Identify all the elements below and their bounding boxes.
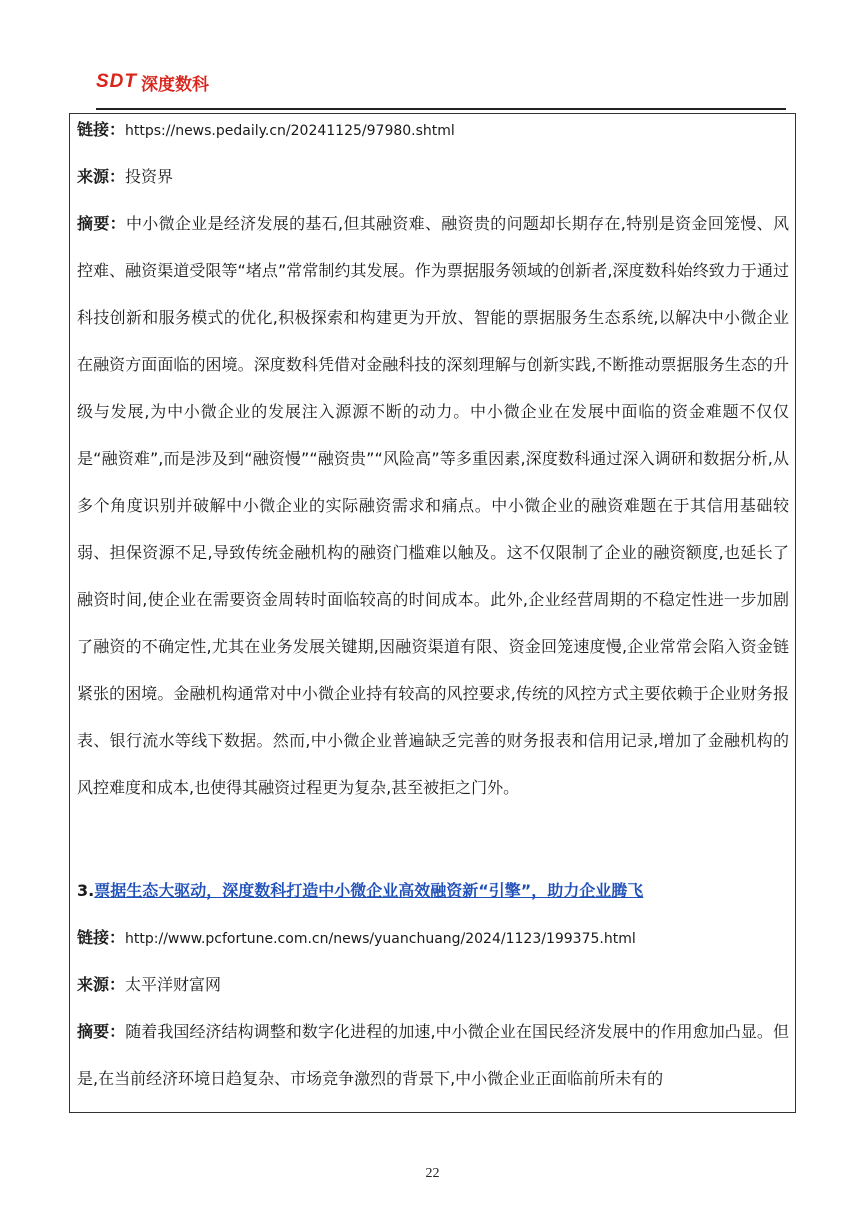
item-2-link[interactable]: http://www.pcfortune.com.cn/news/yuanchuang/2024/1123/199375.html bbox=[125, 931, 636, 947]
item-2-summary bbox=[77, 1008, 789, 1102]
item-1-summary-text: 中小微企业是经济发展的基石,但其融资难、融资贵的问题却长期存在,特别是资金回笼慢、风控难、融资渠道受限等“堵点”常常制约其发展。作为票据服务领域的创新者,深度数科始终致力于通过科技创新和服务模式的优化,积极探索和构建更为开放、智能的票据服务生态系统,以解决中小微企业在融资方面面临的困境。深度数科凭借对金融科技的深刻理解与创新实践,不断推动票据服务生态的升级与发展,为中小微企业的发展注入源源不断的动力。中小微企业在发展中面临的资金难题不仅仅是“融资难”,而是涉及到“融资慢”“融资贵”“风险高”等多重因素,深度数科通过深入调研和数据分析,从多个角度识别并破解中小微企业的实际融资需求和痛点。中小微企业的融资难题在于其信用基础较弱、担保资源不足,导致传统金融机构的融资门槛难以触及。这不仅限制了企业的融资额度,也延长了融资时间,使企业在需要资金周转时面临较高的时间成本。此外,企业经营周期的不稳定性进一步加剧了融资的不确定性,尤其在业务发展关键期,因融资渠道有限、资金回笼速度慢,企业常常会陷入资金链紧张的困境。金融机构通常对中小微企业持有较高的风控要求,传统的风控方式主要依赖于企业财务报表、银行流水等线下数据。然而,中小微企业普遍缺乏完善的财务报表和信用记录,增加了金融机构的风控难度和成本,也使得其融资过程更为复杂,甚至被拒之门外。 bbox=[77, 214, 789, 797]
item-1-source: 投资界 bbox=[125, 167, 174, 186]
item-2-source-row bbox=[77, 961, 789, 1008]
link-label: 链接： bbox=[77, 928, 126, 947]
logo-text: 深度数科 bbox=[141, 74, 209, 95]
item-2-summary-text: 随着我国经济结构调整和数字化进程的加速,中小微企业在国民经济发展中的作用愈加凸显。但是,在当前经济环境日趋复杂、市场竞争激烈的背景下,中小微企业正面临前所未有的 bbox=[77, 1022, 789, 1088]
item-1-summary bbox=[77, 200, 789, 811]
summary-label: 摘要： bbox=[77, 214, 126, 233]
item-1-link[interactable]: https://news.pedaily.cn/20241125/97980.shtml bbox=[125, 123, 455, 139]
summary-label: 摘要： bbox=[77, 1022, 126, 1041]
item-1-source-row bbox=[77, 153, 789, 200]
item-2-title-row bbox=[77, 867, 789, 914]
link-label: 链接： bbox=[77, 120, 126, 139]
logo-mark: SDT bbox=[96, 71, 137, 92]
item-2-number: 3. bbox=[77, 881, 95, 900]
item-2-link-row bbox=[77, 914, 789, 963]
item-2-source: 太平洋财富网 bbox=[125, 975, 222, 994]
logo bbox=[96, 70, 209, 94]
item-1-link-row bbox=[77, 106, 789, 155]
item-2-title-link[interactable]: 票据生态大驱动，深度数科打造中小微企业高效融资新“引擎”，助力企业腾飞 bbox=[94, 881, 644, 900]
source-label: 来源： bbox=[77, 975, 126, 994]
source-label: 来源： bbox=[77, 167, 126, 186]
page-number: 22 bbox=[425, 1166, 440, 1181]
